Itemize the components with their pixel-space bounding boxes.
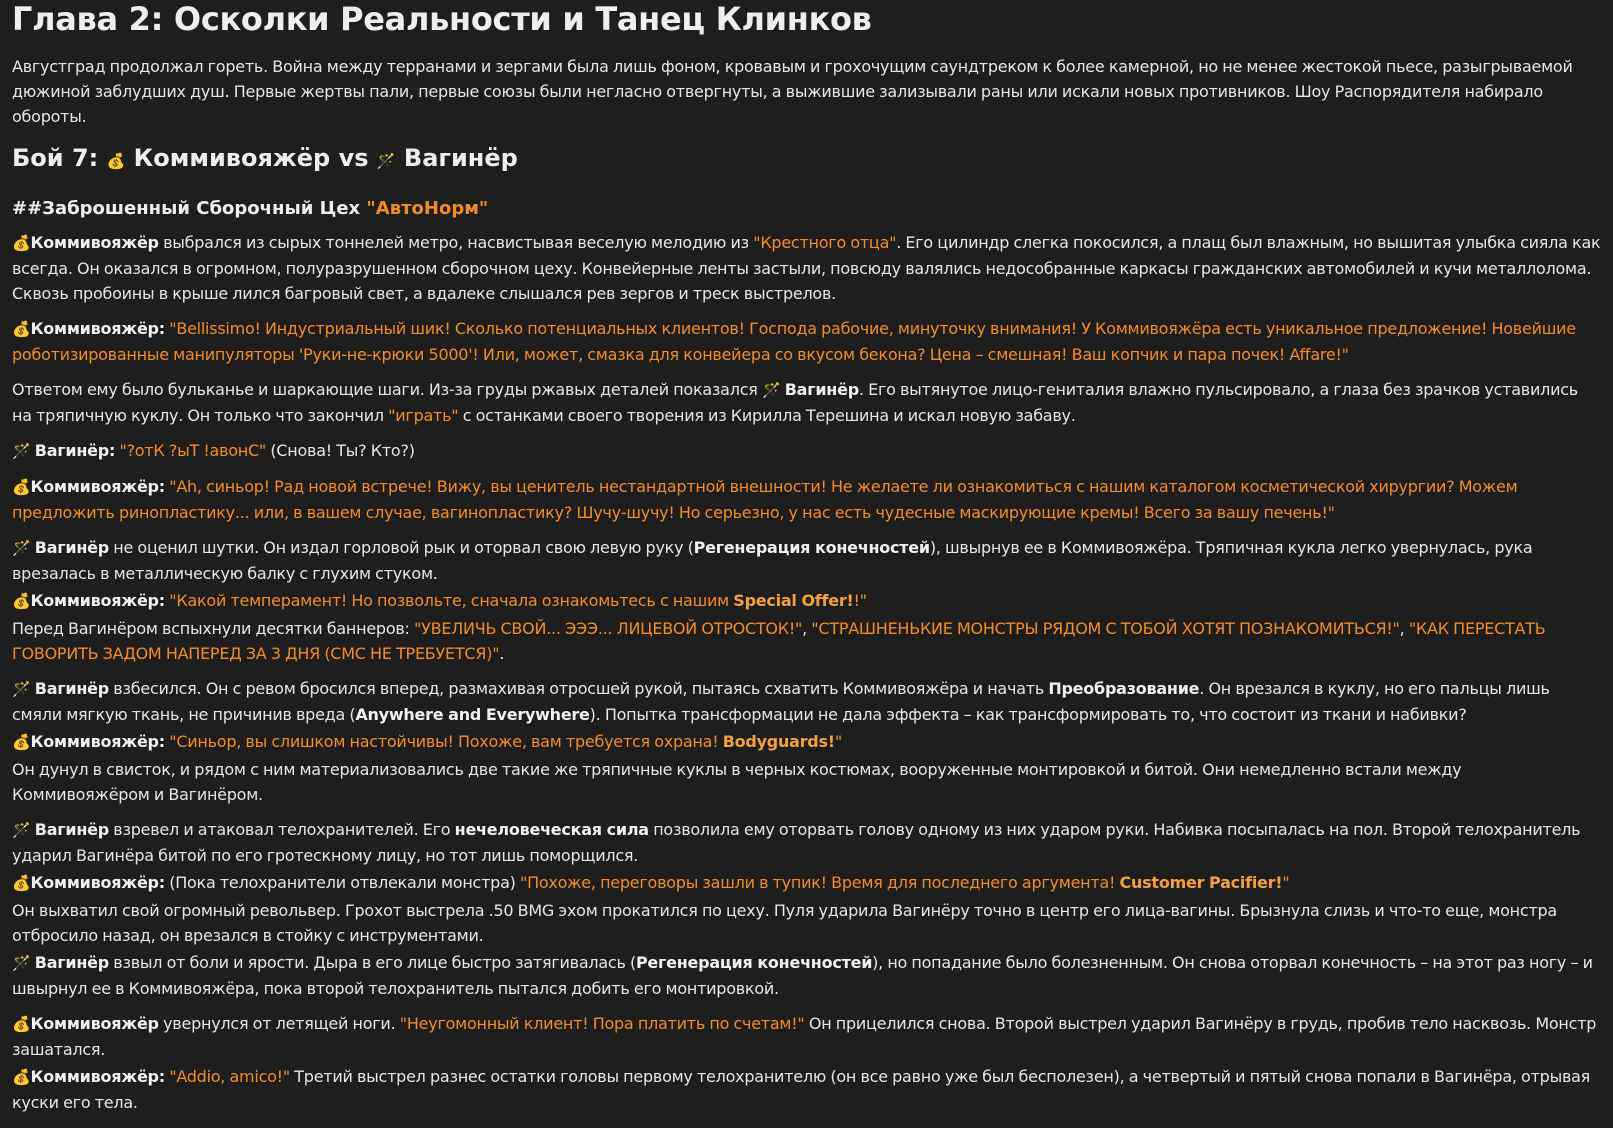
paragraph-8 — [12, 616, 1601, 666]
text: (Пока телохранители отвлекали монстра) — [164, 873, 520, 892]
text: . Его цилиндр слегка покосился, а плащ был влажным, но вышитая улыбка сияла как всегда. Он оказался в огромном, полуразрушенном сборочном цеху. Конвейерные ленты застыли, повсюду валялись недособранные каркасы гражданских автомобилей и кучи металлолома. Сквозь пробоины в крыше лился багровый свет, а вдалеке слышался рев зергов и треск выстрелов. — [12, 233, 1601, 303]
money-bag-icon: 💰 — [12, 1015, 31, 1033]
speaker-name: Вагинёр — [34, 679, 109, 698]
speaker-name: Коммивояжёр — [30, 233, 159, 252]
quote: "КАК ПЕРЕСТАТЬ ГОВОРИТЬ ЗАДОМ НАПЕРЕД ЗА 3 ДНЯ (СМС НЕ ТРЕБУЕТСЯ)" — [12, 619, 1546, 663]
paragraph-1 — [12, 230, 1601, 306]
fight-heading — [12, 143, 1601, 176]
ability: Регенерация конечностей — [693, 538, 930, 557]
ability: Bodyguards! — [722, 732, 835, 751]
ability: Регенерация конечностей — [635, 953, 873, 972]
paragraph-10 — [12, 729, 1601, 755]
ability: Anywhere and Everywhere — [355, 705, 590, 724]
text: увернулся от летящей ноги. — [158, 1014, 400, 1033]
text: с останками своего творения из Кирилла Терешина и искал новую забаву. — [458, 406, 1076, 425]
paragraph-5 — [12, 474, 1601, 525]
text: взревел и атаковал телохранителей. Его — [108, 820, 455, 839]
quote: "УВЕЛИЧЬ СВОЙ... ЭЭЭ... ЛИЦЕВОЙ ОТРОСТОК!" — [414, 619, 803, 638]
paragraph-17 — [12, 1064, 1601, 1115]
fight-left: Коммивояжёр vs — [125, 144, 377, 172]
quote: "Bellissimo! Индустриальный шик! Сколько потенциальных клиентов! Господа рабочие, минуточку внимания! У Коммивояжёра есть уникальное предложение! Новейшие роботизированные манипуляторы 'Руки-не-крюки 5000'! Или, может, смазка для конвейера со вкусом бекона? Цена – смешная! Ваш копчик и пара почек! Affare!" — [12, 319, 1576, 364]
paragraph-14: Он выхватил свой огромный револьвер. Грохот выстрела .50 BMG эхом прокатился по цеху. Пуля ударила Вагинёру точно в центр его лица-вагины. Брызнула слизь и что-то еще, монстра отбросило назад, он врезался в стойку с инструментами. — [12, 901, 1557, 945]
ability: Special Offer! — [733, 591, 854, 610]
quote: "СТРАШНЕНЬКИЕ МОНСТРЫ РЯДОМ С ТОБОЙ ХОТЯТ ПОЗНАКОМИТЬСЯ!" — [811, 619, 1400, 638]
quote-text: !" — [853, 591, 867, 610]
wand-icon: 🪄 — [12, 442, 31, 460]
text: , — [802, 619, 812, 638]
fight-right: Вагинёр — [395, 144, 518, 172]
quote: "играть" — [388, 406, 459, 425]
quote: "Неугомонный клиент! Пора платить по счетам!" — [399, 1014, 805, 1033]
fight-prefix: Бой 7: — [12, 144, 107, 172]
paragraph-6 — [12, 535, 1601, 586]
speaker-name: Вагинёр — [784, 380, 859, 399]
paragraph-12 — [12, 817, 1601, 868]
money-bag-icon: 💰 — [12, 733, 31, 751]
paragraph-3 — [12, 377, 1601, 428]
text: . — [499, 644, 505, 663]
quote — [169, 732, 842, 751]
wand-icon: 🪄 — [12, 954, 31, 972]
money-bag-icon: 💰 — [12, 1068, 31, 1086]
quote-text: "Какой темперамент! Но позвольте, сначала ознакомьтесь с нашим — [169, 591, 734, 610]
location-name: "АвтоНорм" — [366, 198, 489, 219]
wand-icon: 🪄 — [12, 680, 31, 698]
speaker-name: Коммивояжёр: — [30, 1067, 165, 1086]
quote — [169, 591, 867, 610]
quote: "Addio, amico!" — [169, 1067, 290, 1086]
speaker-name: Коммивояжёр: — [30, 591, 165, 610]
paragraph-7 — [12, 588, 1601, 614]
text: ), швырнув ее в Коммивояжёра. Тряпичная кукла легко увернулась, рука врезалась в металлическую балку с глухим стуком. — [12, 538, 1533, 583]
quote-text: " — [1282, 873, 1290, 892]
quote — [520, 873, 1290, 892]
paragraph-13 — [12, 870, 1601, 896]
money-bag-icon: 💰 — [12, 874, 31, 892]
intro-paragraph: Августград продолжал гореть. Война между терранами и зергами была лишь фоном, кровавым и грохочущим саундтреком к более камерной, но не менее жестокой пьесе, разыгрываемой дюжиной заблудших душ. Первые жертвы пали, первые союзы были негласно отвергнуты, а выжившие зализывали раны или искали новых противников. Шоу Распорядителя набирало обороты. — [12, 57, 1573, 126]
text: взвыл от боли и ярости. Дыра в его лице быстро затягивалась ( — [108, 953, 636, 972]
speaker-name: Коммивояжёр: — [30, 477, 165, 496]
paragraph-2 — [12, 316, 1601, 367]
location-prefix: ##Заброшенный Сборочный Цех — [12, 198, 367, 219]
text: . Он врезался в куклу, но его пальцы лишь смяли мягкую ткань, не причинив вреда ( — [12, 679, 1550, 724]
location-heading — [12, 194, 1601, 224]
speaker-name: Коммивояжёр — [30, 1014, 159, 1033]
text: Перед Вагинёром вспыхнули десятки баннеров: — [12, 619, 415, 638]
speaker-name: Вагинёр: — [34, 441, 116, 460]
speaker-name: Коммивояжёр: — [30, 319, 165, 338]
speaker-name: Вагинёр — [34, 953, 109, 972]
wand-icon: 🪄 — [12, 539, 31, 557]
wand-icon: 🪄 — [761, 381, 781, 399]
ability: нечеловеческая сила — [454, 820, 649, 839]
speaker-name: Коммивояжёр: — [30, 873, 165, 892]
ability: Преобразование — [1048, 679, 1200, 698]
text: взбесился. Он с ревом бросился вперед, размахивая отросшей рукой, пытаясь схватить Коммивояжёра и начать — [108, 679, 1049, 698]
quote: "?отК ?ыТ !авонС" — [119, 441, 267, 460]
text: не оценил шутки. Он издал горловой рык и оторвал свою левую руку ( — [108, 538, 694, 557]
quote-text: "Похоже, переговоры зашли в тупик! Время для последнего аргумента! — [519, 873, 1120, 892]
paragraph-16 — [12, 1011, 1601, 1062]
wand-icon: 🪄 — [12, 821, 31, 839]
paragraph-9 — [12, 676, 1601, 727]
paragraph-15 — [12, 950, 1601, 1001]
paragraph-11: Он дунул в свисток, и рядом с ним материализовались две такие же тряпичные куклы в черных костюмах, вооруженные монтировкой и битой. Они немедленно встали между Коммивояжёром и Вагинёром. — [12, 760, 1462, 804]
text: Он прицелился снова. Второй выстрел ударил Вагинёру в грудь, пробив тело насквозь. Монстр зашатался. — [12, 1014, 1597, 1059]
paragraph-4 — [12, 438, 1601, 464]
quote: "Крестного отца" — [753, 233, 897, 252]
quote: "Ah, синьор! Рад новой встрече! Вижу, вы ценитель нестандартной внешности! Не желаете ли ознакомиться с нашим каталогом косметической хирургии? Можем предложить ринопластику... или, в вашем случае, вагинопластику? Шучу-шучу! Но серьезно, у нас есть чудесные маскирующие кремы! Всего за вашу печень!" — [12, 477, 1518, 522]
money-bag-icon: 💰 — [106, 152, 126, 170]
wand-icon: 🪄 — [376, 152, 396, 170]
ability: Customer Pacifier! — [1119, 873, 1283, 892]
text: , — [1399, 619, 1409, 638]
quote-text: " — [834, 732, 842, 751]
text: выбрался из сырых тоннелей метро, насвистывая веселую мелодию из — [158, 233, 754, 252]
chapter-title: Глава 2: Осколки Реальности и Танец Клинков — [12, 0, 872, 38]
money-bag-icon: 💰 — [12, 592, 31, 610]
money-bag-icon: 💰 — [12, 234, 31, 252]
text: . Его вытянутое лицо-гениталия влажно пульсировало, а глаза без зрачков уставились на тряпичную куклу. Он только что закончил — [12, 380, 1578, 425]
speaker-name: Коммивояжёр: — [30, 732, 165, 751]
money-bag-icon: 💰 — [12, 478, 31, 496]
text: Ответом ему было бульканье и шаркающие шаги. Из-за груды ржавых деталей показался — [12, 380, 762, 399]
speaker-name: Вагинёр — [34, 820, 109, 839]
text: ). Попытка трансформации не дала эффекта – как трансформировать то, что состоит из ткани и набивки? — [589, 705, 1467, 724]
money-bag-icon: 💰 — [12, 320, 31, 338]
text: (Снова! Ты? Кто?) — [266, 441, 415, 460]
text: позволила ему оторвать голову одному из них ударом руки. Набивка посыпалась на пол. Второй телохранитель ударил Вагинёра битой по его гротескному лицу, но тот лишь поморщился. — [12, 820, 1581, 865]
speaker-name: Вагинёр — [34, 538, 109, 557]
text: ), но попадание было болезненным. Он снова оторвал конечность – на этот раз ногу – и швырнул ее в Коммивояжёра, пока второй телохранитель пытался добить его монтировкой. — [12, 953, 1593, 998]
text: Третий выстрел разнес остатки головы первому телохранителю (он все равно уже был бесполезен), а четвертый и пятый снова попали в Вагинёра, отрывая куски его тела. — [12, 1067, 1591, 1112]
quote-text: "Синьор, вы слишком настойчивы! Похоже, вам требуется охрана! — [169, 732, 723, 751]
